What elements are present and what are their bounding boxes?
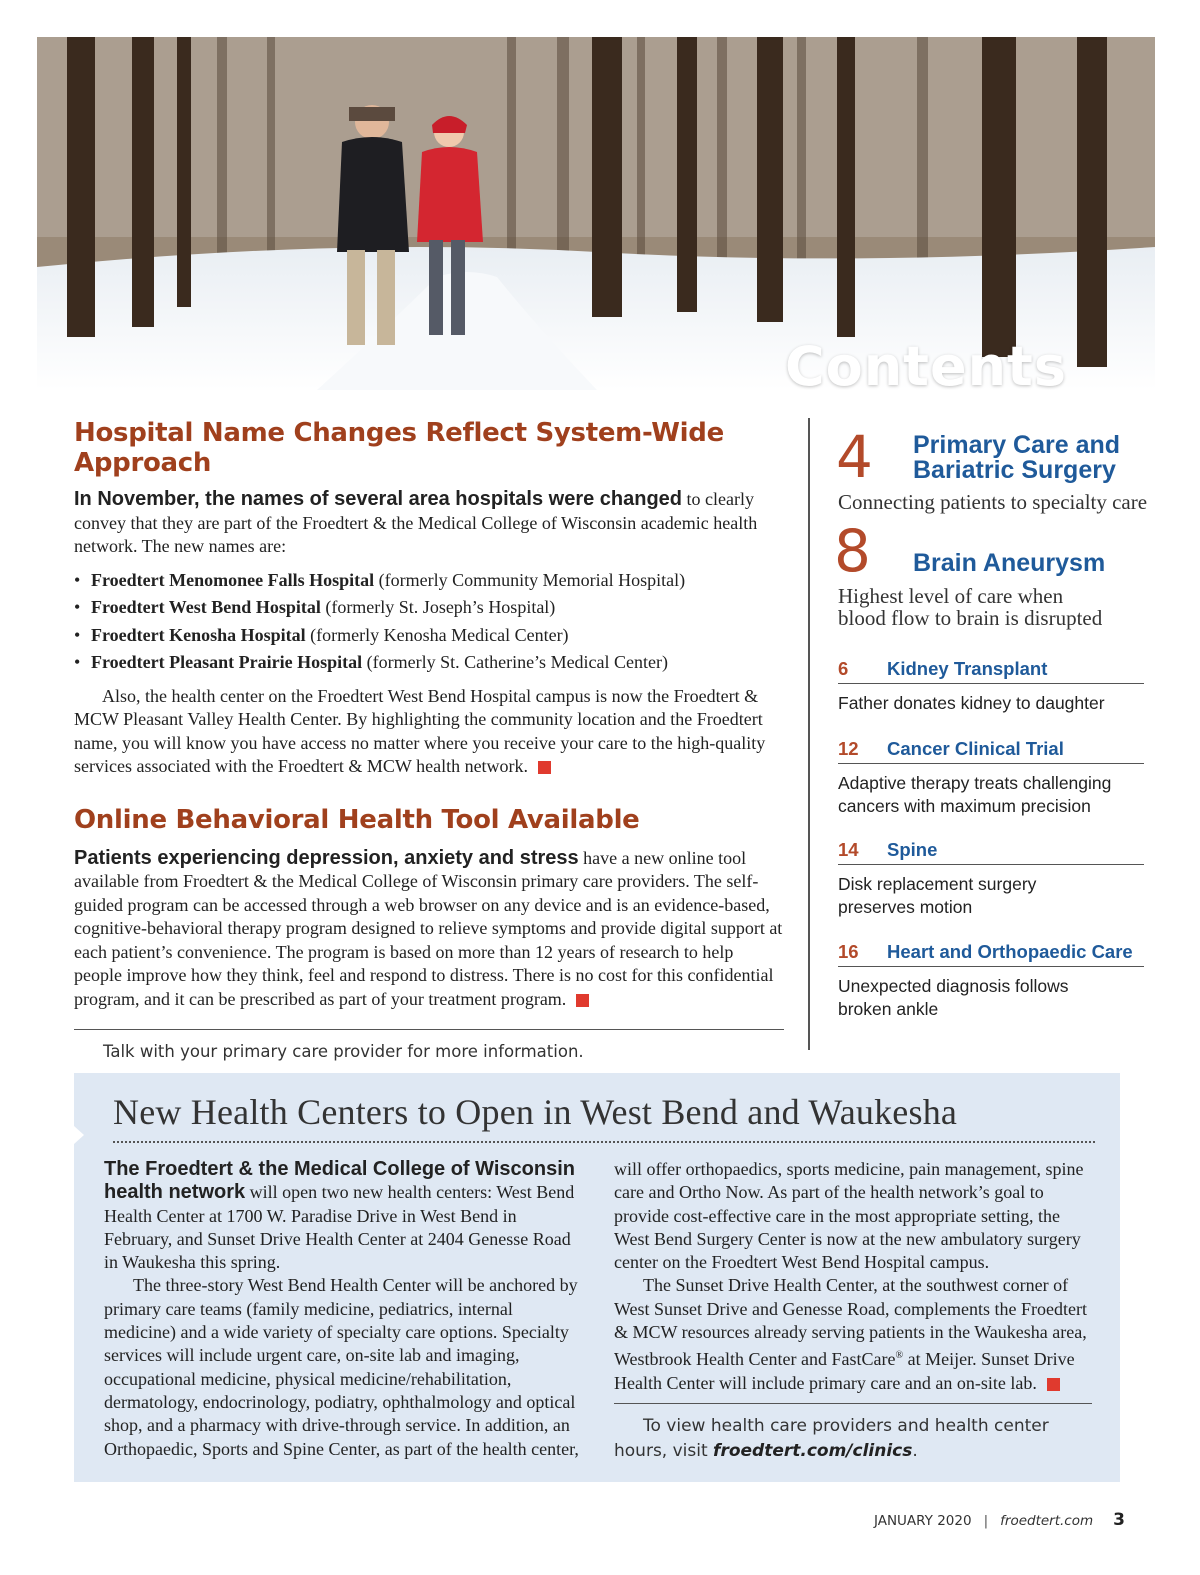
article2-title: Online Behavioral Health Tool Available <box>74 804 640 835</box>
toc-page-number: 6 <box>838 658 849 679</box>
box-title: New Health Centers to Open in West Bend and Waukesha <box>113 1092 958 1132</box>
article1-title: Hospital Name Changes Reflect System-Wide Approach <box>74 418 724 478</box>
toc-title <box>913 433 1120 483</box>
box-paragraph-text: The Sunset Drive Health Center, at the southwest corner of West Sunset Drive and Genesse Road, complements the Froedtert & MCW resources already serving patients in the Waukesha area, Westbrook Health Center and FastCare <box>614 1275 1087 1370</box>
footer-divider: | <box>983 1513 989 1529</box>
toc-entry[interactable] <box>838 658 1144 715</box>
page-footer <box>874 1510 1125 1530</box>
toc-entry[interactable] <box>838 738 1144 818</box>
toc-title: Heart and Orthopaedic Care <box>887 941 1133 962</box>
article1-paragraph-text: Also, the health center on the Froedtert West Bend Hospital campus is now the Froedtert & MCW Pleasant Valley Health Center. By highlighting the community location and the Froedtert name, you will know you have access no matter where you receive your care to the high-quality services associated with the Froedtert & MCW health network. <box>74 685 766 776</box>
toc-title-line: Bariatric Surgery <box>913 456 1116 484</box>
page-number: 3 <box>1113 1510 1125 1530</box>
toc-page-number: 4 <box>836 423 873 491</box>
article2-body-text: have a new online tool available from Froedtert & the Medical College of Wisconsin primary care providers. The self-guided program can be accessed through a web browser on any device and is an evidence-based, cognitive-behavioral therapy program designed to relieve symptoms and provide digital support at each patient’s convenience. The program is based on more than 12 years of research to help people improve how they think, feel and respond to distress. There is no cost for this confidential program, and it can be prescribed as part of your treatment program. <box>74 847 783 1009</box>
list-item <box>74 567 784 595</box>
box-column-right <box>614 1158 1094 1395</box>
toc-title: Kidney Transplant <box>887 658 1048 679</box>
article1-lead: In November, the names of several area hospitals were changed <box>74 488 683 510</box>
visit-text: To view health care providers and health center hours, visit <box>614 1416 1049 1461</box>
toc-desc-line: Highest level of care when <box>838 584 1064 608</box>
toc-page-number: 8 <box>834 517 871 585</box>
end-mark-icon <box>576 994 589 1007</box>
end-mark-icon <box>538 761 551 774</box>
issue-date: JANUARY 2020 <box>873 1513 972 1529</box>
former-name: (formerly St. Catherine’s Medical Center) <box>362 652 669 672</box>
registered-mark: ® <box>895 1350 904 1362</box>
box-column-left <box>104 1158 582 1461</box>
box-lead: The Froedtert & the Medical College of Wisconsin health network <box>104 1158 575 1204</box>
box-paragraph: The three-story West Bend Health Center will be anchored by primary care teams (family medicine, pediatrics, internal medicine) and a wide variety of specialty care options. Specialty services will include urgent care, on-site lab and imaging, occupational medicine, physical medicine/rehabilitation, dermatology, endocrinology, podiatry, ophthalmology and optical shop, and a pharmacy with drive-through service. In addition, an Orthopaedic, Sports and Spine Center, as part of the health center, <box>104 1275 579 1459</box>
toc-title: Cancer Clinical Trial <box>887 738 1064 759</box>
dotted-divider <box>113 1141 1095 1143</box>
list-item <box>74 594 784 622</box>
toc-desc-line: Adaptive therapy treats challenging <box>838 773 1112 793</box>
toc-desc-line: preserves motion <box>838 897 973 917</box>
toc-entry-head <box>838 941 1144 967</box>
article2-body <box>74 847 784 1012</box>
toc-desc <box>838 975 1144 1021</box>
list-item <box>74 649 784 677</box>
health-centers-box <box>74 1073 1120 1482</box>
box-paragraph-text: at Meijer. Sunset Drive Health Center will include primary care and an on-site lab. <box>614 1349 1075 1393</box>
hospital-name: Froedtert Menomonee Falls Hospital <box>91 569 375 590</box>
site-link[interactable]: froedtert.com <box>1000 1513 1094 1529</box>
toc-title: Brain Aneurysm <box>913 549 1106 577</box>
article1-intro-text: to clearly convey that they are part of the Froedtert & the Medical College of Wisconsin academic health network. The new names are: <box>74 489 758 556</box>
toc-page-number: 14 <box>838 839 859 860</box>
box-paragraph <box>614 1274 1094 1394</box>
box-notch <box>74 1126 84 1144</box>
hero-photo <box>37 37 1155 390</box>
former-name: (formerly Kenosha Medical Center) <box>305 624 569 645</box>
toc-entry-head <box>838 839 1144 865</box>
visit-note <box>614 1414 1094 1464</box>
toc-desc: Father donates kidney to daughter <box>838 693 1105 713</box>
divider <box>614 1403 1092 1404</box>
article1-intro <box>74 488 784 559</box>
toc-page-number: 12 <box>838 738 859 759</box>
contents-heading: Contents <box>784 335 1067 390</box>
divider <box>74 1029 784 1030</box>
toc-entry[interactable] <box>838 839 1144 919</box>
toc-title-line: Primary Care and <box>913 431 1121 459</box>
toc-desc-line: broken ankle <box>838 999 939 1019</box>
box-paragraph-text: will open two new health centers: West Bend Health Center at 1700 W. Paradise Drive in West Bend in February, and Sunset Drive Health Center at 2404 Genesse Road in Waukesha this spring. <box>104 1182 575 1273</box>
toc-desc-line: cancers with maximum precision <box>838 796 1091 816</box>
toc-entry-head <box>838 738 1144 764</box>
toc-desc-line: Unexpected diagnosis follows <box>838 976 1069 996</box>
box-paragraph <box>104 1158 582 1274</box>
article2-note: Talk with your primary care provider for more information. <box>103 1042 584 1061</box>
toc-entry[interactable] <box>838 941 1144 1021</box>
toc-page-number: 16 <box>838 941 859 962</box>
toc-desc: Connecting patients to specialty care <box>838 490 1148 514</box>
left-column <box>74 418 784 1061</box>
list-item <box>74 622 784 650</box>
former-name: (formerly Community Memorial Hospital) <box>374 569 686 590</box>
toc-desc-line: blood flow to brain is disrupted <box>838 606 1103 630</box>
former-name: (formerly St. Joseph’s Hospital) <box>320 597 556 617</box>
box-paragraph: will offer orthopaedics, sports medicine, pain management, spine care and Ortho Now. As part of the health network’s goal to provide cost-effective care in the most appropriate setting, the West Bend Surgery Center is now at the new ambulatory surgery center on the Froedtert West Bend Hospital campus. <box>614 1159 1084 1273</box>
hospital-name: Froedtert West Bend Hospital <box>91 597 321 617</box>
visit-end: . <box>912 1441 918 1461</box>
hospital-name: Froedtert Kenosha Hospital <box>91 624 306 645</box>
toc-desc <box>838 772 1144 818</box>
toc-desc-line: Disk replacement surgery <box>838 874 1037 894</box>
end-mark-icon <box>1047 1378 1060 1391</box>
column-divider <box>808 418 810 1050</box>
toc-desc <box>838 873 1144 919</box>
hospital-name-list <box>74 567 784 677</box>
clinics-link[interactable]: froedtert.com/clinics <box>713 1441 913 1461</box>
hospital-name: Froedtert Pleasant Prairie Hospital <box>91 652 363 672</box>
toc-entry-head <box>838 658 1144 684</box>
toc-title: Spine <box>887 839 938 860</box>
article2-lead: Patients experiencing depression, anxiety and stress <box>74 846 579 869</box>
toc-desc <box>838 585 1158 629</box>
article1-paragraph <box>74 685 784 779</box>
